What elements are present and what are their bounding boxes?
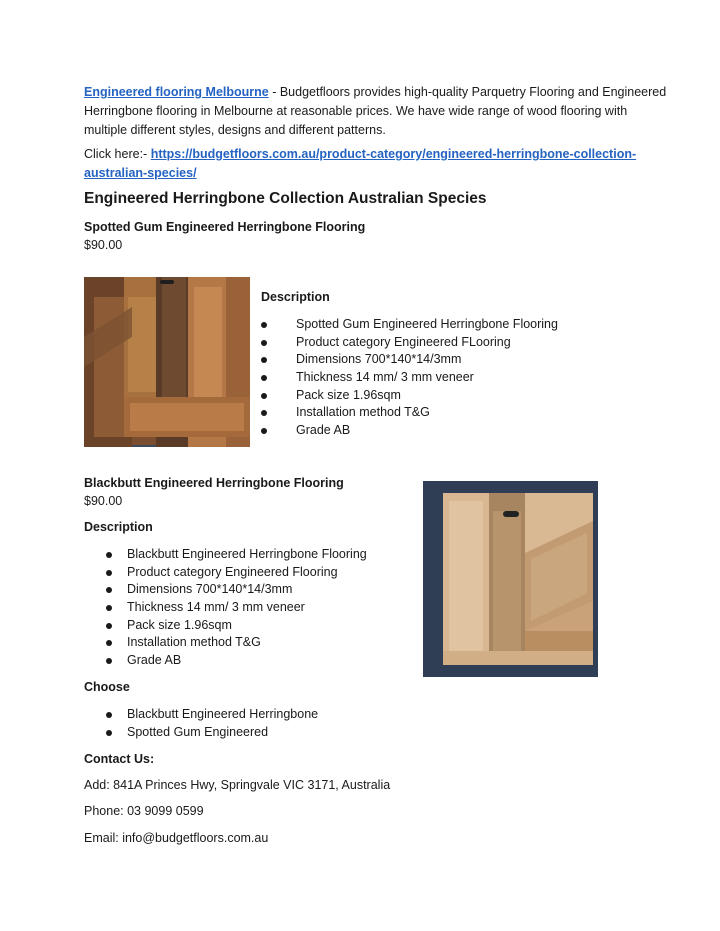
bullet-icon bbox=[106, 658, 112, 664]
bullet-icon bbox=[106, 552, 112, 558]
contact-address: Add: 841A Princes Hwy, Springvale VIC 3171, Australia bbox=[84, 778, 391, 792]
product1-price: $90.00 bbox=[84, 238, 123, 252]
list-item: Pack size 1.96sqm bbox=[261, 387, 641, 405]
bullet-icon bbox=[261, 410, 267, 416]
bullet-icon bbox=[261, 322, 267, 328]
bullet-icon bbox=[261, 357, 267, 363]
product2-price: $90.00 bbox=[84, 494, 123, 508]
list-item: Grade AB bbox=[261, 422, 641, 440]
product1-description-heading: Description bbox=[261, 290, 330, 304]
choose-option-blackbutt[interactable]: Blackbutt Engineered Herringbone bbox=[106, 706, 406, 724]
list-item: Blackbutt Engineered Herringbone Flooring bbox=[106, 546, 406, 564]
bullet-icon bbox=[106, 712, 112, 718]
collection-title: Engineered Herringbone Collection Australian Species bbox=[84, 190, 487, 207]
list-item: Installation method T&G bbox=[106, 634, 406, 652]
choose-heading: Choose bbox=[84, 680, 130, 694]
bullet-icon bbox=[106, 640, 112, 646]
list-item: Installation method T&G bbox=[261, 404, 641, 422]
intro-line3-text: multiple different styles, designs and different patterns. bbox=[84, 123, 386, 137]
bullet-icon bbox=[106, 587, 112, 593]
bullet-icon bbox=[261, 393, 267, 399]
choose-list bbox=[106, 706, 406, 741]
bullet-icon bbox=[261, 375, 267, 381]
list-item: Dimensions 700*140*14/3mm bbox=[106, 581, 406, 599]
bullet-icon bbox=[261, 340, 267, 346]
product-category-link-line1[interactable]: https://budgetfloors.com.au/product-category/engineered-herringbone-collection- bbox=[150, 147, 637, 161]
bullet-icon bbox=[261, 428, 267, 434]
contact-heading: Contact Us: bbox=[84, 752, 155, 766]
product2-name: Blackbutt Engineered Herringbone Flooring bbox=[84, 476, 344, 490]
bullet-icon bbox=[106, 730, 112, 736]
contact-email: Email: info@budgetfloors.com.au bbox=[84, 831, 269, 845]
list-item: Pack size 1.96sqm bbox=[106, 617, 406, 635]
product1-name: Spotted Gum Engineered Herringbone Flooring bbox=[84, 220, 366, 234]
bullet-icon bbox=[106, 605, 112, 611]
list-item: Thickness 14 mm/ 3 mm veneer bbox=[106, 599, 406, 617]
intro-line2-text: Herringbone flooring in Melbourne at reasonable prices. We have wide range of wood flooring with bbox=[84, 104, 628, 118]
click-here-label: Click here:- bbox=[84, 147, 151, 161]
list-item: Product category Engineered FLooring bbox=[261, 334, 641, 352]
engineered-flooring-link[interactable]: Engineered flooring Melbourne bbox=[84, 85, 269, 99]
product-category-link-line2[interactable]: australian-species/ bbox=[84, 166, 197, 180]
product1-details-list bbox=[261, 316, 641, 440]
bullet-icon bbox=[106, 570, 112, 576]
list-item: Spotted Gum Engineered Herringbone Flooring bbox=[261, 316, 641, 334]
list-item: Product category Engineered Flooring bbox=[106, 564, 406, 582]
blackbutt-flooring-image bbox=[423, 481, 598, 677]
intro-line1-text: - Budgetfloors provides high-quality Parquetry Flooring and Engineered bbox=[268, 85, 667, 99]
product2-description-heading: Description bbox=[84, 520, 153, 534]
list-item: Thickness 14 mm/ 3 mm veneer bbox=[261, 369, 641, 387]
intro-paragraph bbox=[84, 83, 667, 140]
choose-option-spotted-gum[interactable]: Spotted Gum Engineered bbox=[106, 724, 406, 742]
product2-details-list bbox=[106, 546, 406, 670]
contact-phone: Phone: 03 9099 0599 bbox=[84, 804, 204, 818]
spotted-gum-flooring-image bbox=[84, 277, 250, 447]
bullet-icon bbox=[106, 623, 112, 629]
list-item: Grade AB bbox=[106, 652, 406, 670]
list-item: Dimensions 700*140*14/3mm bbox=[261, 351, 641, 369]
click-here-paragraph bbox=[84, 145, 644, 183]
